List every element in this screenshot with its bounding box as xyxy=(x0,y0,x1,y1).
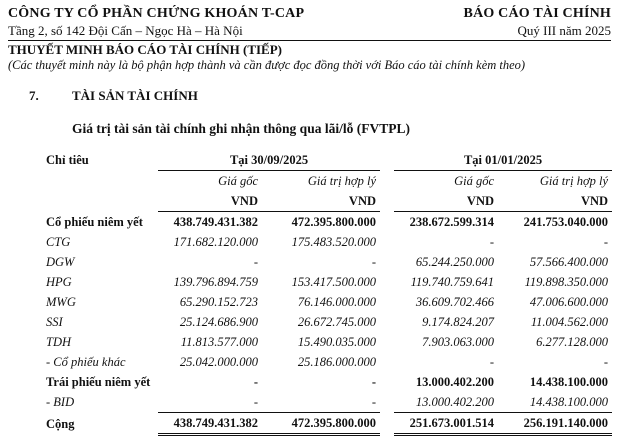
table-subtitle: Giá trị tài sản tài chính ghi nhận thông qua lãi/lỗ (FVTPL) xyxy=(72,121,410,136)
cell-value: 153.417.500.000 xyxy=(291,275,377,289)
table-header-periods xyxy=(46,150,612,171)
table-row xyxy=(46,392,612,413)
cell-value: - xyxy=(603,355,609,369)
notes-subtitle: (Các thuyết minh này là bộ phận hợp thành và cần được đọc đồng thời với Báo cáo tài chính kèm theo) xyxy=(8,58,526,72)
row-label: Cổ phiếu niêm yết xyxy=(46,214,143,229)
cell-value: - xyxy=(371,255,377,269)
cell-value: 238.672.599.314 xyxy=(409,215,495,229)
cell-value: - xyxy=(603,235,609,249)
row-label: TDH xyxy=(46,335,72,349)
cell-value: 6.277.128.000 xyxy=(536,335,609,349)
cell-value: - xyxy=(253,255,258,269)
table-row xyxy=(46,372,612,392)
row-label: Cộng xyxy=(46,416,75,431)
table-row xyxy=(46,312,612,332)
cell-value: 65.244.250.000 xyxy=(415,255,495,269)
fvtpl-table xyxy=(46,150,612,436)
row-label: SSI xyxy=(46,315,63,329)
section-number: 7. xyxy=(29,88,39,103)
cell-value: 175.483.520.000 xyxy=(291,235,377,249)
report-period: Quý III năm 2025 xyxy=(517,23,611,38)
unit-label: VND xyxy=(498,191,612,212)
company-name: CÔNG TY CỔ PHẦN CHỨNG KHOÁN T-CAP xyxy=(8,6,305,21)
unit-label: VND xyxy=(394,191,498,212)
table-row xyxy=(46,352,612,372)
cell-value: 7.903.063.000 xyxy=(422,335,495,349)
cell-value: 139.796.894.759 xyxy=(173,275,258,289)
report-title: BÁO CÁO TÀI CHÍNH xyxy=(463,6,611,21)
cell-value: 26.672.745.000 xyxy=(297,315,377,329)
cell-value: - xyxy=(253,375,258,389)
cell-value: 241.753.040.000 xyxy=(523,215,609,229)
cell-value: 13.000.402.200 xyxy=(415,375,495,389)
period-header-1: Tại 30/09/2025 xyxy=(158,150,380,171)
row-label: - Cổ phiếu khác xyxy=(46,355,126,369)
cell-value: - xyxy=(371,375,377,389)
fair-value-header-2: Giá trị hợp lý xyxy=(539,174,609,188)
row-label: CTG xyxy=(46,235,71,249)
table-header-units xyxy=(46,191,612,212)
table-row xyxy=(46,292,612,312)
cell-value: 256.191.140.000 xyxy=(498,413,612,435)
company-address: Tầng 2, số 142 Đội Cấn – Ngọc Hà – Hà Nội xyxy=(8,23,243,38)
notes-title: THUYẾT MINH BÁO CÁO TÀI CHÍNH (TIẾP) xyxy=(8,42,282,57)
cell-value: 11.004.562.000 xyxy=(530,315,609,329)
cell-value: 25.124.686.900 xyxy=(179,315,258,329)
period-header-2: Tại 01/01/2025 xyxy=(394,150,612,171)
row-label: - BID xyxy=(46,395,75,410)
cell-value: 13.000.402.200 xyxy=(394,392,498,413)
cost-header-2: Giá gốc xyxy=(454,174,495,188)
cell-value: 9.174.824.207 xyxy=(422,315,495,329)
cell-value: 14.438.100.000 xyxy=(498,392,612,413)
row-label: MWG xyxy=(46,295,76,309)
table-row xyxy=(46,232,612,252)
cell-value: 14.438.100.000 xyxy=(529,375,609,389)
table-header-columns xyxy=(46,171,612,192)
row-label: DGW xyxy=(46,255,75,269)
cell-value: 251.673.001.514 xyxy=(394,413,498,435)
row-label: Trái phiếu niêm yết xyxy=(46,375,151,389)
cell-value: - xyxy=(262,392,380,413)
cell-value: 76.146.000.000 xyxy=(297,295,377,309)
cell-value: 25.186.000.000 xyxy=(297,355,377,369)
cell-value: 65.290.152.723 xyxy=(179,295,258,309)
cell-value: 25.042.000.000 xyxy=(179,355,258,369)
table-row xyxy=(46,252,612,272)
section-title: TÀI SẢN TÀI CHÍNH xyxy=(72,88,198,103)
table-row xyxy=(46,272,612,292)
cell-value: 57.566.400.000 xyxy=(529,255,609,269)
unit-label: VND xyxy=(262,191,380,212)
cell-value: - xyxy=(489,235,495,249)
cell-value: - xyxy=(158,392,262,413)
cell-value: 438.749.431.382 xyxy=(173,215,258,229)
col-item-header: Chỉ tiêu xyxy=(46,153,89,168)
cell-value: 472.395.800.000 xyxy=(262,413,380,435)
table-row xyxy=(46,332,612,352)
cell-value: 171.682.120.000 xyxy=(173,235,258,249)
cost-header-1: Giá gốc xyxy=(218,174,258,188)
cell-value: 119.740.759.641 xyxy=(410,275,495,289)
cell-value: 472.395.800.000 xyxy=(291,215,377,229)
unit-label: VND xyxy=(158,191,262,212)
cell-value: - xyxy=(489,355,495,369)
cell-value: 15.490.035.000 xyxy=(297,335,377,349)
cell-value: 36.609.702.466 xyxy=(415,295,495,309)
row-label: HPG xyxy=(46,275,72,289)
cell-value: 438.749.431.382 xyxy=(158,413,262,435)
cell-value: 47.006.600.000 xyxy=(529,295,609,309)
fair-value-header-1: Giá trị hợp lý xyxy=(307,174,377,188)
cell-value: 11.813.577.000 xyxy=(180,335,258,349)
table-row xyxy=(46,212,612,233)
header-divider xyxy=(8,40,611,41)
cell-value: 119.898.350.000 xyxy=(524,275,609,289)
